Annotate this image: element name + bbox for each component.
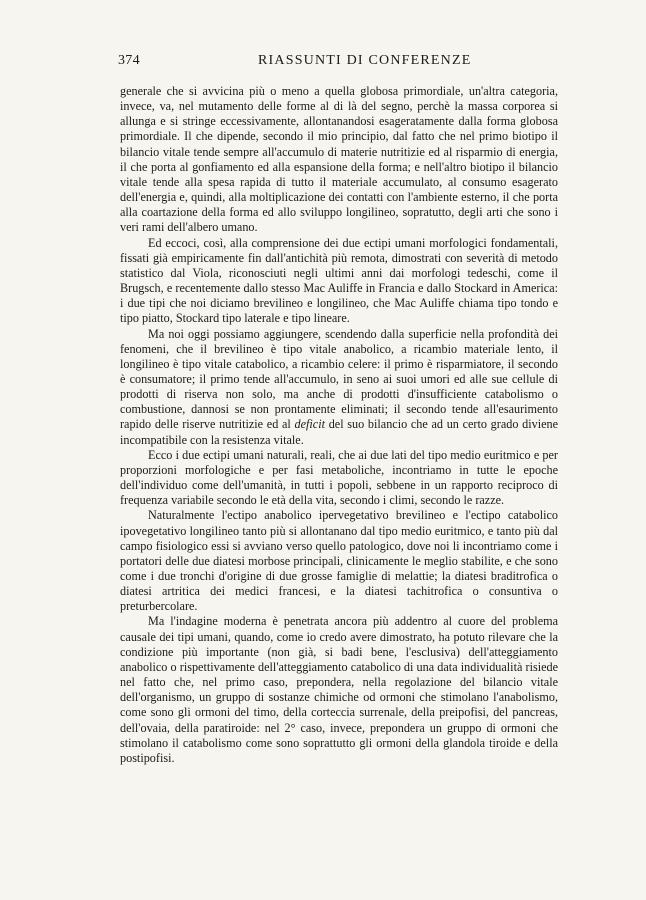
paragraph-5-text: Naturalmente l'ectipo anabolico ipervegetativo brevilineo e l'ectipo catabolico ipovegetativo longilineo tanto più si allontanano dal tipo medio euritmico, e tanto più dal campo fisiologico essi si avviano verso quello patologico, dove noi li incontriamo come i portatori delle due diatesi morbose principali, clinicamente le meglio stabilite, e che sono come i due tronchi d'origine di due grosse famiglie di melattie; la diatesi braditrofica o diatesi artritica dei medici francesi, e la diatesi tachitrofica o consuntiva o preturbercolare. (120, 508, 558, 614)
paragraph-5 (120, 508, 558, 614)
paragraph-2 (120, 236, 558, 327)
paragraph-4-text: Ecco i due ectipi umani naturali, reali, che ai due lati del tipo medio euritmico e per proporzioni morfologiche e per fasi metaboliche, incontriamo in tutte le epoche dell'individuo come dell'umanità, in tutti i popoli, sebbene in un rapporto reciproco di frequenza variabile secondo le età della vita, secondo i climi, secondo le razze. (120, 447, 558, 508)
paragraph-1-text: generale che si avvicina più o meno a quella globosa primordiale, un'altra categoria, invece, va, nel mutamento delle forme al di là del segno, perchè la massa corporea si allunga e si stringe eccessivamente, allontanandosi esageratamente dalla forma globosa primordiale. Il che dipende, secondo il mio principio, dal fatto che nel primo biotipo il bilancio vitale tende sempre all'accumulo di materie nutritizie ed al risparmio di energia, il che porta al gonfiamento ed alla espansione della forma; e nell'altro biotipo il bilancio vitale tende alla spesa rapida di tutto il materiale accumulato, al consumo esagerato dell'energia e, quindi, alla moltiplicazione dei contatti con l'ambiente esterno, il che porta alla coartazione della forma ed allo sviluppo longilineo, sopratutto, degli arti che sono i veri rami dell'albero umano. (120, 84, 558, 235)
paragraph-1 (120, 84, 558, 236)
paragraph-6-text: Ma l'indagine moderna è penetrata ancora più addentro al cuore del problema causale dei tipi umani, quando, come io credo avere dimostrato, ha potuto rilevare che la condizione più importante (non già, si badi bene, l'esclusiva) dell'atteggiamento anabolico o rispettivamente dell'atteggiamento catabolico di una data individualità risiede nel fatto che, nel primo caso, prepondera, nella regolazione del bilancio vitale dell'organismo, un gruppo di sostanze chimiche od ormoni che stimolano l'anabolismo, come sono gli ormoni del timo, della corteccia surrenale, della preipofisi, del pancreas, dell'ovaia, della paratiroide: nel 2° caso, invece, prepondera un gruppo di ormoni che stimolano il catabolismo come sono soprattutto gli ormoni della glandola tiroide e della postipofisi. (120, 614, 558, 765)
paragraph-3-italic-term: deficit (294, 417, 325, 432)
running-head: RIASSUNTI DI CONFERENZE (258, 53, 472, 68)
paragraph-3-text-end: del suo bilancio che ad un certo grado diviene incompatibile con la resistenza vitale. (120, 417, 558, 447)
paragraph-3 (120, 327, 558, 448)
paragraph-6 (120, 614, 558, 766)
page-header (118, 53, 558, 73)
body-text (120, 84, 558, 766)
paragraph-2-text: Ed eccoci, così, alla comprensione dei due ectipi umani morfologici fondamentali, fissati già empiricamente fin dall'antichità più remota, dimostrati con severità di metodo statistico dal Viola, riconosciuti negli ultimi anni dai morfologi tedeschi, come il Brugsch, e recentemente dallo stesso Mac Auliffe in Francia e dallo Stockard in America: i due tipi che noi diciamo brevilineo e longilineo, che Mac Auliffe chiama tipo tondo e tipo piatto, Stockard tipo laterale e tipo lineare. (120, 235, 558, 326)
paragraph-4 (120, 448, 558, 509)
page-number: 374 (118, 53, 140, 68)
paragraph-3-text: Ma noi oggi possiamo aggiungere, scendendo dalla superficie nella profondità dei fenomeni, che il brevilineo è tipo vitale anabolico, a ricambio materiale lento, il longilineo è tipo vitale catabolico, a ricambio celere: il primo è risparmiatore, il secondo è consumatore; il primo tende all'accumulo, in seno ai suoi umori ed alle sue cellule di prodotti di riserva non solo, ma anche di prodotti d'insufficiente catabolismo o combustione, dannosi se non prontamente eliminati; il secondo tende all'esaurimento rapido delle riserve nutritizie ed al (120, 326, 558, 432)
